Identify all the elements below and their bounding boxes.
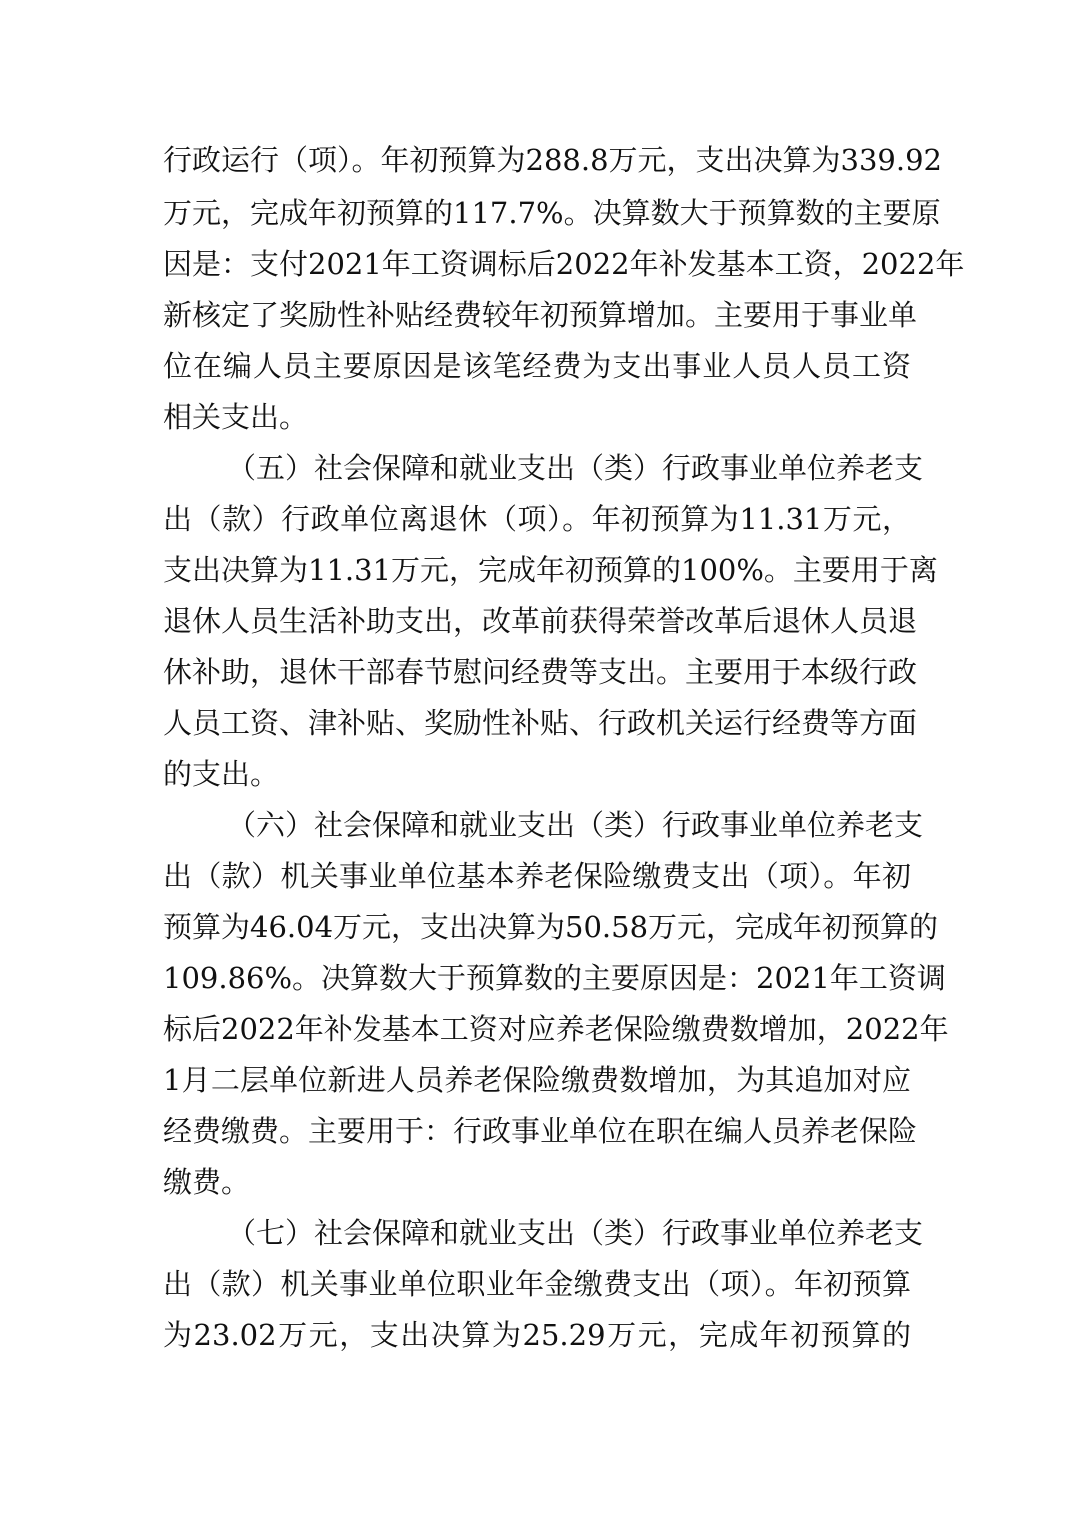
text-line: 出（款）机关事业单位职业年金缴费支出（项）。年初预算 (163, 1267, 911, 1301)
text-line: 万元，完成年初预算的117.7%。决算数大于预算数的主要原 (163, 196, 941, 230)
text-line: 经费缴费。主要用于：行政事业单位在职在编人员养老保险 (163, 1114, 918, 1148)
text-line: 缴费。 (163, 1165, 251, 1199)
text-line: 支出决算为11.31万元，完成年初预算的100%。主要用于离 (163, 553, 938, 587)
text-line: 出（款）行政单位离退休（项）。年初预算为11.31万元， (163, 502, 911, 536)
text-line: 新核定了奖励性补贴经费较年初预算增加。主要用于事业单 (163, 298, 918, 332)
text-line: 为23.02万元，支出决算为25.29万元，完成年初预算的 (163, 1318, 911, 1352)
text-line: 标后2022年补发基本工资对应养老保险缴费数增加，2022年 (163, 1012, 949, 1046)
text-line: 的支出。 (163, 757, 280, 791)
text-line: 1月二层单位新进人员养老保险缴费数增加，为其追加对应 (163, 1063, 911, 1097)
text-line: 109.86%。决算数大于预算数的主要原因是：2021年工资调 (163, 961, 946, 995)
text-line: 因是：支付2021年工资调标后2022年补发基本工资，2022年 (163, 247, 965, 281)
text-line: （六）社会保障和就业支出（类）行政事业单位养老支 (227, 808, 924, 842)
text-line: 退休人员生活补助支出，改革前获得荣誉改革后退休人员退 (163, 604, 918, 638)
text-line: 人员工资、津补贴、奖励性补贴、行政机关运行经费等方面 (163, 706, 918, 740)
text-line: 相关支出。 (163, 400, 309, 434)
text-line: 位在编人员主要原因是该笔经费为支出事业人员人员工资 (163, 349, 911, 383)
text-line: 休补助，退休干部春节慰问经费等支出。主要用于本级行政 (163, 655, 918, 689)
text-line: 预算为46.04万元，支出决算为50.58万元，完成年初预算的 (163, 910, 939, 944)
text-line: 行政运行（项）。年初预算为288.8万元，支出决算为339.92 (163, 143, 942, 177)
text-line: 出（款）机关事业单位基本养老保险缴费支出（项）。年初 (163, 859, 911, 893)
text-line: （七）社会保障和就业支出（类）行政事业单位养老支 (227, 1216, 924, 1250)
text-line: （五）社会保障和就业支出（类）行政事业单位养老支 (227, 451, 924, 485)
